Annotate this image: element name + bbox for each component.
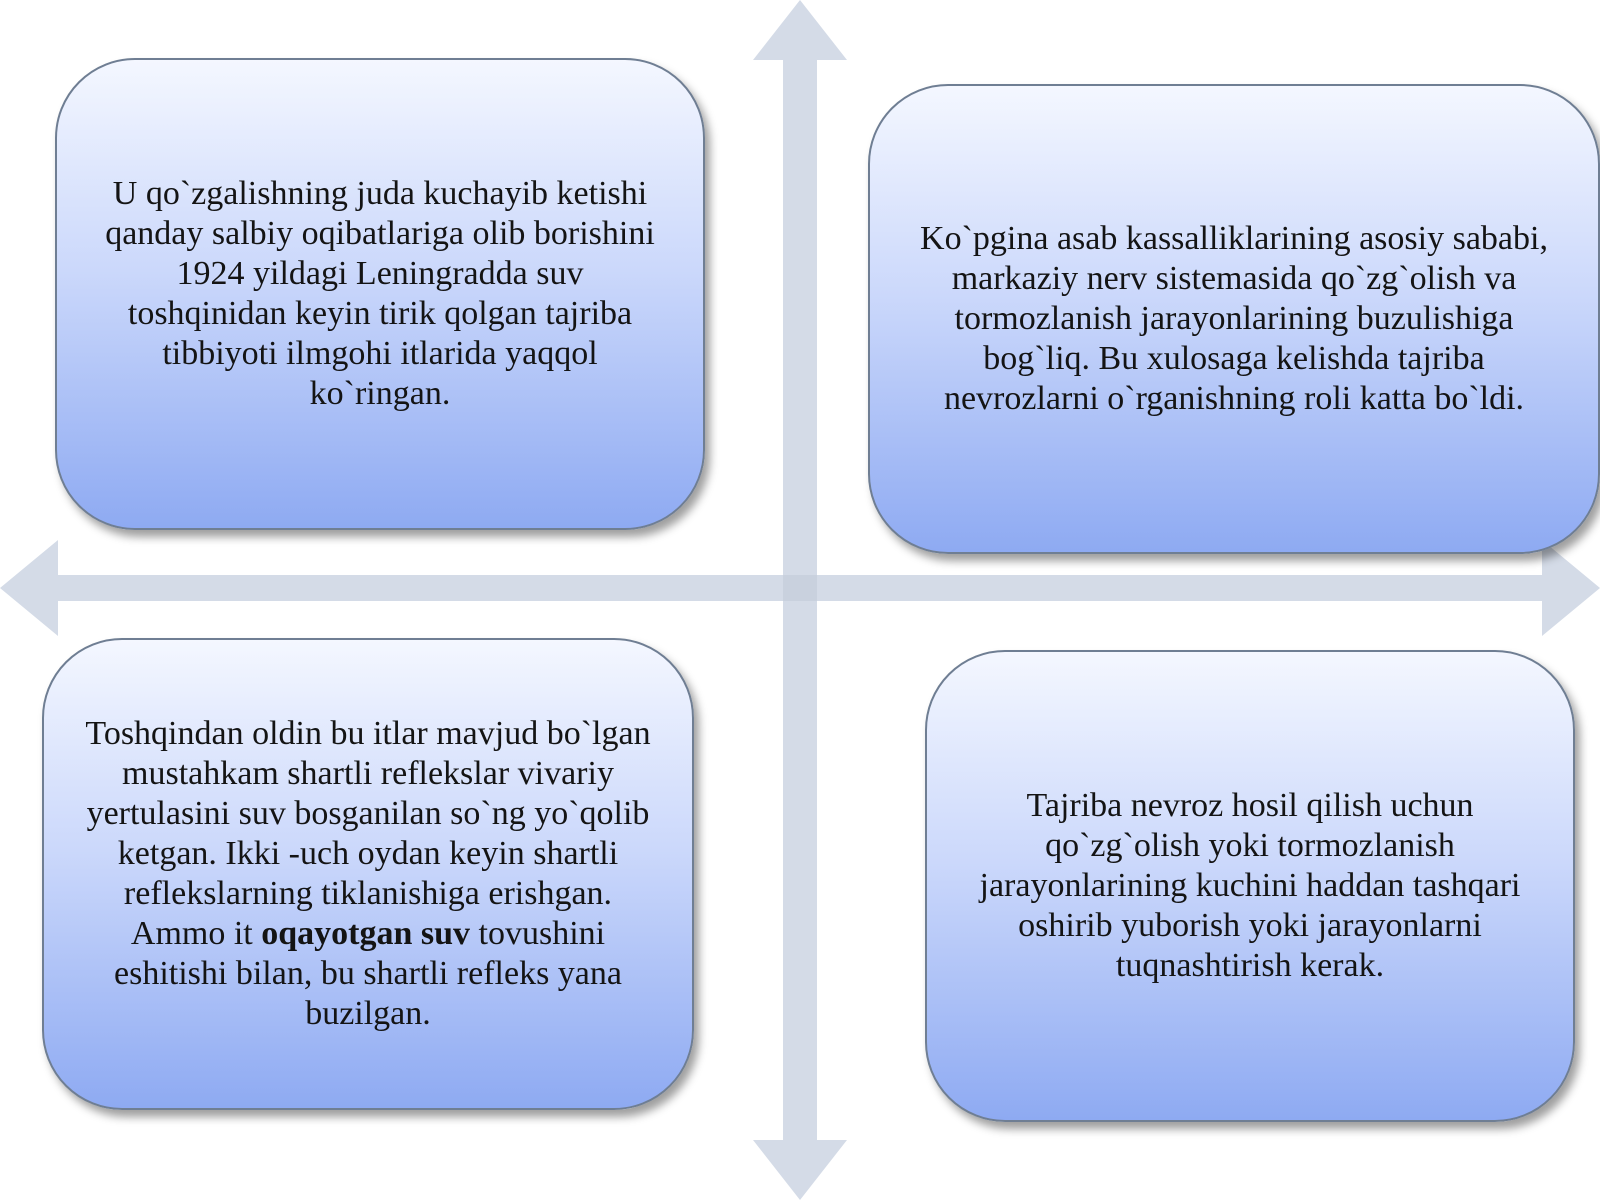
info-box-bottom-left-text <box>80 714 656 1034</box>
info-box-top-right <box>868 84 1600 554</box>
text-after-emphasis: tovushini eshitishi bilan, bu shartli refleks yana buzilgan. <box>114 915 622 1032</box>
emphasized-phrase: oqayotgan suv <box>261 915 471 952</box>
cross-center <box>783 575 817 601</box>
info-box-bottom-left <box>42 638 694 1110</box>
info-box-bottom-right-text: Tajriba nevroz hosil qilish uchun qo`zg`olish yoki tormozlanish jarayonlarining kuchini haddan tashqari oshirib yuborish yoki jarayonlarni tuqnashtirish kerak. <box>979 787 1521 984</box>
text-before-emphasis: Toshqindan oldin bu itlar mavjud bo`lgan mustahkam shartli reflekslar vivariy yertulasini suv bosganilan so`ng yo`qolib ketgan. Ikki -uch oydan keyin shartli reflekslarning tiklanishiga erishgan. Ammo it <box>85 715 651 952</box>
info-box-top-left-text: U qo`zgalishning juda kuchayib ketishi qanday salbiy oqibatlariga olib borishini 1924 yildagi Leningradda suv toshqinidan keyin tirik qolgan tajriba tibbiyoti ilmgohi itlarida yaqqol ko`ringan. <box>105 175 655 412</box>
info-box-top-left <box>55 58 705 530</box>
info-box-top-right-text: Ko`pgina asab kassalliklarining asosiy sababi, markaziy nerv sistemasida qo`zg`olish va tormozlanish jarayonlarining buzulishiga bog`liq. Bu xulosaga kelishda tajriba nevrozlarni o`rganishning roli katta bo`ldi. <box>920 220 1548 417</box>
info-box-bottom-right <box>925 650 1575 1122</box>
